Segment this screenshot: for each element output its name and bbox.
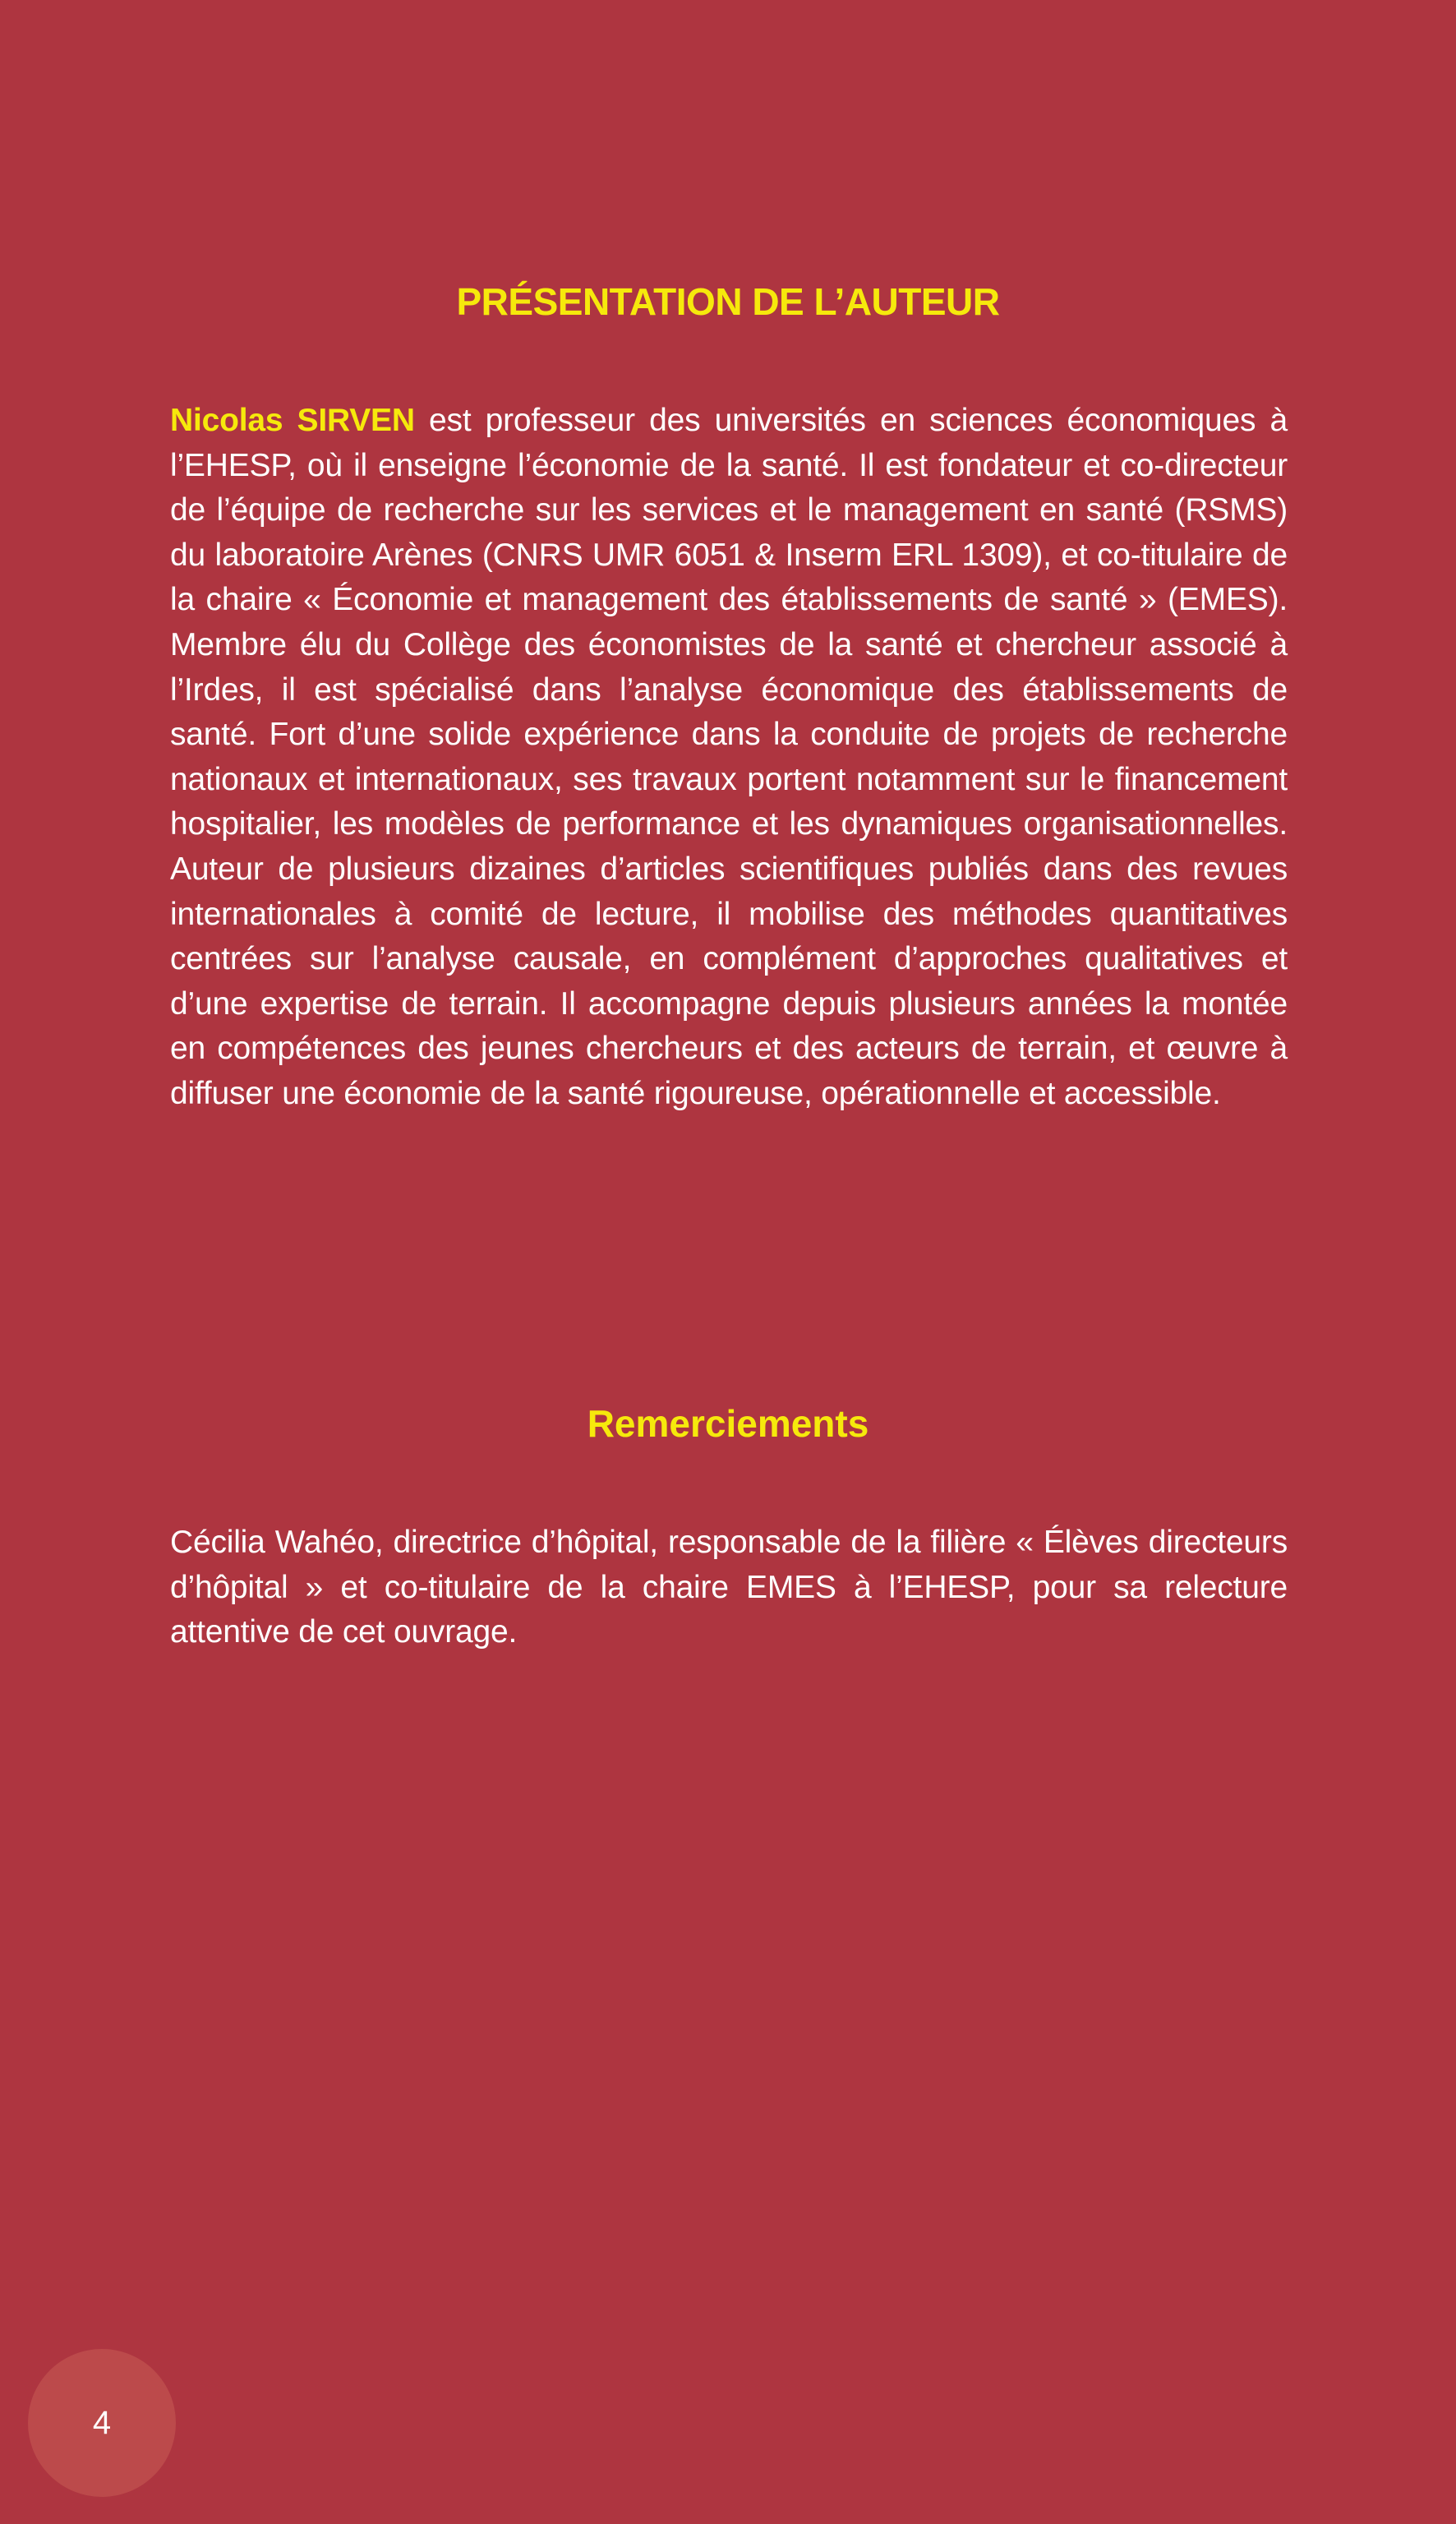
page-number-badge <box>28 2349 176 2497</box>
acknowledgements-title: Remerciements <box>587 1402 869 1445</box>
author-name: Nicolas SIRVEN <box>170 403 415 438</box>
author-bio-paragraph <box>170 399 1288 1117</box>
acknowledgements-text: Cécilia Wahéo, directrice d’hôpital, responsable de la filière « Élèves directeurs d’hôpital » et co-titulaire de la chaire EMES à l’EHESP, pour sa relecture attentive de cet ouvrage. <box>170 1525 1288 1650</box>
author-bio-text: est professeur des universités en sciences économiques à l’EHESP, où il enseigne l’économie de la santé. Il est fondateur et co-directeur de l’équipe de recherche sur les services et le management en santé (RSMS) du laboratoire Arènes (CNRS UMR 6051 & Inserm ERL 1309), et co-titulaire de la chaire « Économie et management des établissements de santé » (EMES). Membre élu du Collège des économistes de la santé et chercheur associé à l’Irdes, il est spécialisé dans l’analyse économique des établissements de santé. Fort d’une solide expérience dans la conduite de projets de recherche nationaux et internationaux, ses travaux portent notamment sur le financement hospitalier, les modèles de performance et les dynamiques organisationnelles. Auteur de plusieurs dizaines d’articles scientifiques publiés dans des revues internationales à comité de lecture, il mobilise des méthodes quantitatives centrées sur l’analyse causale, en complément d’approches qualitatives et d’une expertise de terrain. Il accompagne depuis plusieurs années la montée en compétences des jeunes chercheurs et des acteurs de terrain, et œuvre à diffuser une économie de la santé rigoureuse, opérationnelle et accessible. <box>170 403 1288 1111</box>
author-section-title: PRÉSENTATION DE L’AUTEUR <box>456 280 1000 323</box>
page-number: 4 <box>92 2404 112 2441</box>
